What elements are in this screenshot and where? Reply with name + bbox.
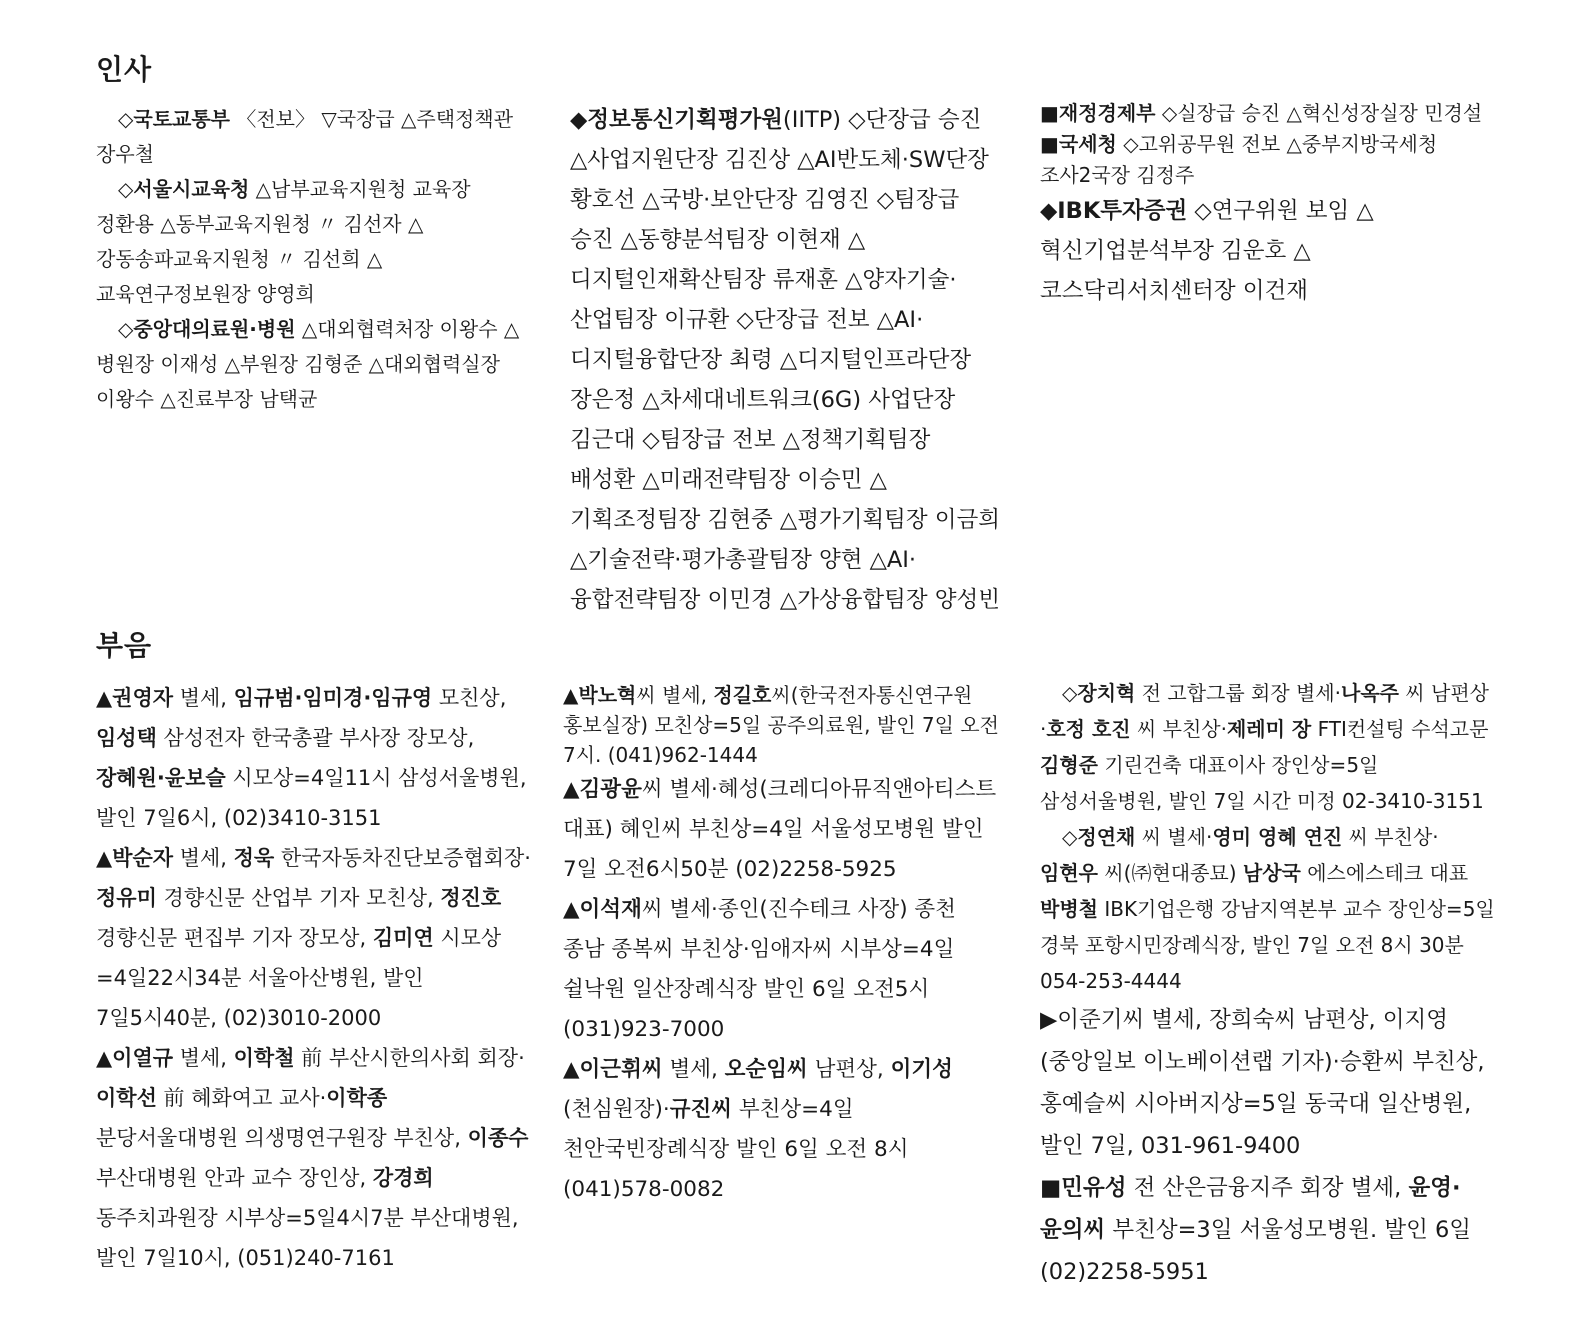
insa-column-3 [1040, 98, 1485, 311]
bueum-column-1 [96, 678, 534, 1278]
person-name: 김형준 [1040, 753, 1098, 777]
obituary-entry: ▲김광윤씨 별세·혜성(크레디아뮤직앤아티스트 대표) 혜인씨 부친상=4일 서울성모병원 발인 7일 오전6시50분 (02)2258-5925 [563, 777, 997, 882]
person-name: 임현우 [1040, 861, 1098, 885]
person-name: ▲이근휘씨 [563, 1057, 663, 1082]
person-name: 장혜원·윤보슬 [96, 766, 226, 790]
insa-entry [570, 100, 1002, 620]
person-name: 정진호 [440, 886, 502, 910]
person-name: 박병철 [1040, 897, 1098, 921]
person-name: 강경희 [372, 1166, 434, 1190]
obituary-entry: ▲이석재씨 별세·종인(진수테크 사장) 종천 종남 종복씨 부친상·임애자씨 시부상=4일 쉴낙원 일산장례식장 발인 6일 오전5시(031)923-7000 [563, 897, 956, 1042]
obituary-entry: ▶이준기씨 별세, 장희숙씨 남편상, 이지영(중앙일보 이노베이션랩 기자)·승환씨 부친상, 홍예슬씨 시아버지상=5일 동국대 일산병원, 발인 7일, 031-961-9400 [1040, 1007, 1485, 1159]
person-name: 이학철 [233, 1046, 295, 1070]
person-name: 제레미 장 [1226, 717, 1312, 741]
person-name: ▲김광윤 [563, 777, 642, 802]
person-name: 영미 영혜 연진 [1212, 825, 1343, 849]
entry-text: ◇고위공무원 전보 △중부지방국세청 조사2국장 김정주 [1040, 132, 1438, 187]
person-name: 권영자 [112, 686, 174, 710]
org-name: ■국세청 [1040, 132, 1117, 156]
org-name: ◆IBK투자증권 [1040, 198, 1188, 224]
person-name: 나옥주 [1341, 681, 1399, 705]
person-name: 정유미 [96, 886, 157, 910]
entry-text: ◇연구위원 보임 △혁신기업분석부장 김운호 △코스닥리서치센터장 이건재 [1040, 198, 1374, 304]
entry-text: (IITP) ◇단장급 승진 △사업지원단장 김진상 △AI반도체·SW단장 황호선 △국방·보안단장 김영진 ◇팀장급 승진 △동향분석팀장 이현재 △디지털인재확산팀장 류재훈 △양자기술·산업팀장 이규환 ◇단장급 전보 △AI·디지털융합단장 최령 △디지털인프라단장 장은정 △차세대네트워크(6G) 사업단장 김근대 ◇팀장급 전보 △정책기획팀장 배성환 △미래전략팀장 이승민 △기획조정팀장 김현중 △평가기획팀장 이금희 △기술전략·평가총괄팀장 양현 △AI·융합전략팀장 이민경 △가상융합팀장 양성빈 [570, 107, 1000, 613]
org-name: ◇국토교통부 [118, 107, 230, 131]
org-name: ◆정보통신기획평가원 [570, 107, 783, 133]
obituary-entry: ◇정연채 씨 별세·영미 영혜 연진 씨 부친상·임현우 씨(㈜현대종묘) 남상국 에스에스테크 대표 박병철 IBK기업은행 강남지역본부 교수 장인상=5일 경북 포항시민장례식장, 발인 7일 오전 8시 30분 054-253-4444 [1040, 825, 1495, 993]
org-name: ◇서울시교육청 [118, 177, 250, 201]
person-name: 이종수 [467, 1126, 529, 1150]
person-name: 윤영·윤의씨 [1040, 1175, 1461, 1243]
entry-text: ◇실장급 승진 △혁신성장실장 민경설 [1155, 101, 1483, 125]
person-name: 호정 호진 [1046, 717, 1131, 741]
obituary-entry: ■민유성 전 산은금융지주 회장 별세, 윤영·윤의씨 부친상=3일 서울성모병원. 발인 6일 (02)2258-5951 [1040, 1175, 1472, 1285]
obituary-entry: ▲박노혁씨 별세, 정길호씨(한국전자통신연구원 홍보실장) 모친상=5일 공주의료원, 발인 7일 오전 7시. (041)962-1444 [563, 683, 999, 767]
person-name: 이열규 [112, 1046, 174, 1070]
insa-entry [96, 312, 534, 417]
bueum-column-3 [1040, 675, 1495, 1293]
person-name: 이학종 [326, 1086, 388, 1110]
bueum-column-2 [563, 680, 1003, 1210]
insa-entry [1040, 98, 1485, 129]
obituary-entry: ▲권영자 별세, 임규범·임미경·임규영 모친상, 임성택 삼성전자 한국총괄 부사장 장모상, 장혜원·윤보슬 시모상=4일11시 삼성서울병원, 발인 7일6시, (02)3410-3151 [96, 686, 527, 830]
person-name: 임규범·임미경·임규영 [233, 686, 433, 710]
person-name: 남상국 [1242, 861, 1301, 885]
person-name: 오순임씨 [724, 1057, 808, 1082]
person-name: ■민유성 [1040, 1175, 1127, 1201]
obituary-entry: ▲이열규 별세, 이학철 前 부산시한의사회 회장·이학선 前 혜화여고 교사·이학종 분당서울대병원 의생명연구원장 부친상, 이종수 부산대병원 안과 교수 장인상, 강경희 동주치과원장 시부상=5일4시7분 부산대병원, 발인 7일10시, (051)240-7161 [96, 1046, 529, 1270]
obituary-entry: ◇장치혁 전 고합그룹 회장 별세·나옥주 씨 남편상·호정 호진 씨 부친상·제레미 장 FTI컨설팅 수석고문 김형준 기린건축 대표이사 장인상=5일 삼성서울병원, 발인 7일 시간 미정 02-3410-3151 [1040, 681, 1489, 813]
insa-entry [96, 172, 534, 312]
person-name: 박순자 [112, 846, 174, 870]
person-name: 이기성 [890, 1057, 953, 1082]
insa-entry [1040, 191, 1485, 311]
entry-text: △대외협력처장 이왕수 △병원장 이재성 △부원장 김형준 △대외협력실장 이왕수 △진료부장 남택균 [96, 317, 520, 411]
org-name: ◇중앙대의료원·병원 [118, 317, 296, 341]
person-name: 정욱 [233, 846, 275, 870]
person-name: 김미연 [372, 926, 434, 950]
insa-entry [96, 102, 534, 172]
obituary-entry: ▲박순자 별세, 정욱 한국자동차진단보증협회장·정유미 경향신문 산업부 기자 모친상, 정진호 경향신문 편집부 기자 장모상, 김미연 시모상=4일22시34분 서울아산병원, 발인 7일5시40분, (02)3010-2000 [96, 846, 531, 1030]
entry-text: 〈전보〉 ▽국장급 △주택정책관 장우철 [96, 107, 514, 166]
person-name: 박노혁 [578, 683, 637, 707]
person-name: 정길호 [713, 683, 772, 707]
insa-entry [1040, 129, 1485, 191]
person-name: 장치혁 [1077, 681, 1136, 705]
section-heading-insa: 인사 [96, 53, 153, 86]
person-name: 임성택 [96, 726, 157, 750]
org-name: ■재정경제부 [1040, 101, 1156, 125]
entry-text: △남부교육지원청 교육장 정환용 △동부교육지원청 〃 김선자 △강동송파교육지원청 〃 김선희 △교육연구정보원장 양영희 [96, 177, 471, 306]
person-name: 이학선 [96, 1086, 157, 1110]
obituary-entry: ▲이근휘씨 별세, 오순임씨 남편상, 이기성(천심원장)·규진씨 부친상=4일 천안국빈장례식장 발인 6일 오전 8시 (041)578-0082 [563, 1057, 953, 1202]
person-name: 규진씨 [669, 1097, 732, 1122]
person-name: ▲이석재 [563, 897, 642, 922]
insa-column-2 [570, 100, 1002, 620]
insa-column-1 [96, 102, 534, 417]
person-name: 정연채 [1077, 825, 1136, 849]
section-heading-bueum: 부음 [96, 629, 153, 662]
